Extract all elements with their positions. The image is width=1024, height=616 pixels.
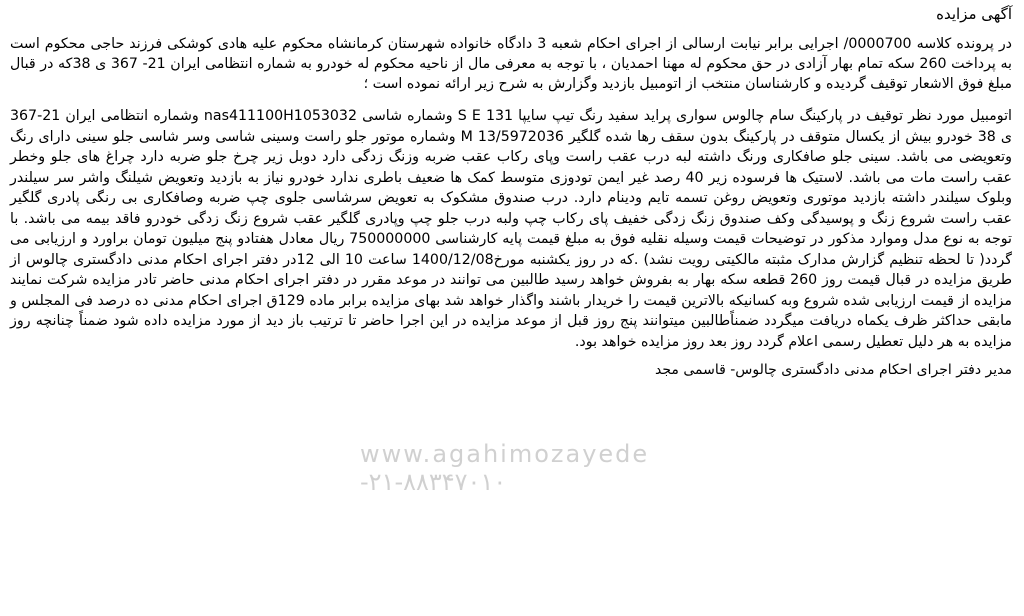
paragraph-vehicle-report: اتومبیل مورد نظر توقیف در پارکینگ سام چالوس سواری پراید سفید رنگ تیپ سایپا 131 S E وشماره شاسی nas411100H1053032 وشماره انتظامی ایران 21-367 ی 38 خودرو بیش از یکسال متوقف در پارکینگ بدون سقف رها شده گلگیر M 13/5972036 وشماره موتور جلو راست وسینی شاسی وسر شاسی جلو سینی دارای رنگ وتعویضی می باشد. سینی جلو صافکاری ورنگ داشته لبه درب عقب راست وپای رکاب عقب ضربه وزنگ زدگی دارد دوبل زیر چرخ جلو ضربه دارد چراغ های جلو وخطر عقب راست مات می باشد. لاستیک ها فرسوده زیر 40 رصد غیر ایمن تودوزی متوسط کمک ها ضعیف باطری ندارد خودرو نیاز به بازدید وتعویض شیلنگ واشر سر سیلندر وبلوک سیلندر داشته بازدید موتوری وتعویض روغن تسمه تایم ودینام دارد. درب صندوق مشکوک به تعویض سرشاسی جلوی چپ ضربه وصافکاری بی رنگی پادری گلگیر عقب راست شروع زنگ و پوسیدگی وکف صندوق زنگ زدگی خفیف پای رکاب چپ ولبه درب جلو چپ وپادری گلگیر عقب شروع زنگ زدگی خودرو فاقد بیمه می باشد. با توجه به نوع مدل وموارد مذکور در توضیحات قیمت وسیله نقلیه فوق به مبلغ قیمت پایه کارشناسی 750000000 ریال معادل هفتادو پنج میلیون تومان براورد و ارزیابی می گردد( تا لحظه تنظیم گزارش مدارک مثبته مالکیتی رویت نشد) .که در روز یکشنبه مورخ1400/12/08 ساعت 10 الی 12در دفتر اجرای احکام مدنی دادگستری چالوس از طریق مزایده در قبال قیمت روز 260 قطعه سکه بهار به بفروش خواهد رسید طالبین می توانند در موعد مقرر در دفتر اجرای احکام مدنی حاضر تادر مزایده شرکت نمایند مزایده از قیمت ارزیابی شده شروع وبه کسانیکه بالاترین قیمت را خریدار باشند واگذار خواهد شد بهای مزایده برابر ماده 129ق اجرای احکام مدنی ده درصد فی المجلس و مابقی حداکثر ظرف یکماه دریافت میگردد ضمناًطالبین میتوانند پنج روز قبل از موعد مزایده در این اجرا حاضر تا ترتیب باز دید از مورد مزایده داده شود ضمناً چنانچه روز مزایده به هر دلیل تعطیل رسمی اعلام گردد روز بعد روز مزایده خواهد بود. xyxy=(10,108,1013,350)
signature-line: مدیر دفتر اجرای احکام مدنی دادگستری چالوس- قاسمی مجد xyxy=(655,362,1012,378)
paragraph-case-summary: در پرونده کلاسه 0000700/ اجرایی برابر نیابت ارسالی از اجرای احکام شعبه 3 دادگاه خانواده شهرستان کرمانشاه محکوم علیه هادی کوشکی فرزند حاجی محکوم است به پرداخت 260 سکه تمام بهار آزادی در حق محکوم له مهنا احمدیان ، با توجه به معرفی مال از ناحیه محکوم له خودرو به شماره انتظامی ایران 21- 367 ی 38که در قبال مبلغ فوق الاشعار توقیف گردیده و کارشناسان منتخب از اتومبیل بازدید وگزارش به شرح زیر ارائه نموده است ؛ xyxy=(10,36,1013,92)
watermark-phone: -۲۱-۸۸۳۴۷۰۱۰ xyxy=(360,468,507,496)
document-title: آگهی مزایده xyxy=(936,5,1012,23)
watermark-url: www.agahimozayede xyxy=(360,440,650,468)
